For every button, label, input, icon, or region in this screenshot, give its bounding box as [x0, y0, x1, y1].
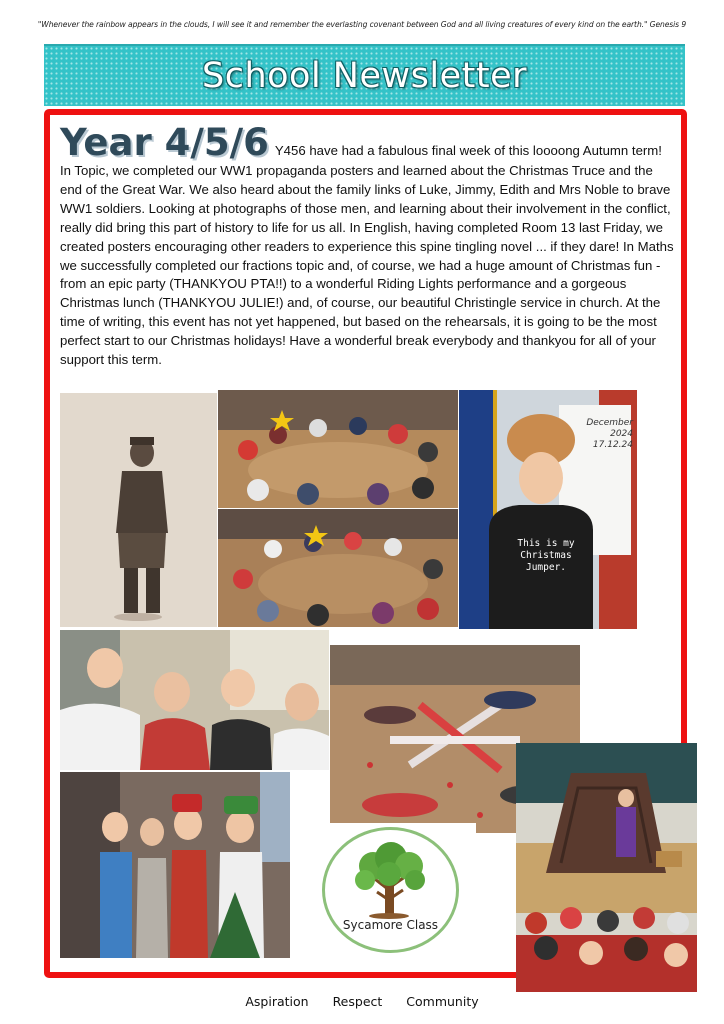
footer-values — [0, 994, 724, 1009]
logo-circle — [322, 827, 459, 953]
photo-riding-lights — [516, 743, 697, 992]
footer-value-community: Community — [406, 994, 479, 1009]
newsletter-banner — [44, 44, 685, 106]
year-heading: Year 4/5/6 — [60, 121, 269, 164]
sycamore-logo — [314, 823, 476, 958]
photo-class-circle-1 — [218, 390, 458, 508]
photo-turkey-hat-boy — [459, 390, 637, 629]
article-body: Y456 have had a fabulous final week of this loooong Autumn term! In Topic, we completed our WW1 propaganda posters and learned about the Christmas Truce and the end of the Great War. We also heard about the family links of Luke, Jimmy, Edith and Mrs Noble to brave WW1 soldiers. Looking at photographs of those men, and learning about their involvement in the conflict, really did bring this part of history to life for us all. In English, having completed Room 13 last Friday, we created posters encouraging other readers to experience this spine tingling novel ... if they dare! In Maths we successfully completed our fractions topic and, of course, we had a huge amount of Christmas fun - from an epic party (THANKYOU PTA!!) to a wonderful Riding Lights performance and a gorgeous Christmas lunch (THANKYOU JULIE!) and, of course, our beautiful Christingle service in church. At the time of writing, this event has not yet happened, but based on the rehearsals, it is going to be the most perfect start to our Christmas holidays! Have a wonderful break everybody and thankyou for all of your support this term. — [60, 143, 674, 368]
header-quote: "Whenever the rainbow appears in the clouds, I will see it and remember the everlasting covenant between God and all living creatures of every kind on the earth." Genesis 9 — [37, 20, 687, 29]
whiteboard-text: December 2024 17.12.24 — [586, 418, 633, 450]
footer-value-respect: Respect — [332, 994, 383, 1009]
photo-reindeer-girls — [60, 630, 329, 770]
year-article — [60, 121, 674, 370]
jumper-text: This is my Christmas Jumper. — [517, 538, 575, 573]
photo-ww1-soldier — [60, 393, 217, 627]
photo-christingle-church — [60, 772, 290, 958]
footer-value-aspiration: Aspiration — [245, 994, 309, 1009]
logo-label: Sycamore Class — [342, 918, 439, 932]
newsletter-title: School Newsletter — [201, 56, 528, 96]
photo-class-circle-2 — [218, 509, 458, 627]
